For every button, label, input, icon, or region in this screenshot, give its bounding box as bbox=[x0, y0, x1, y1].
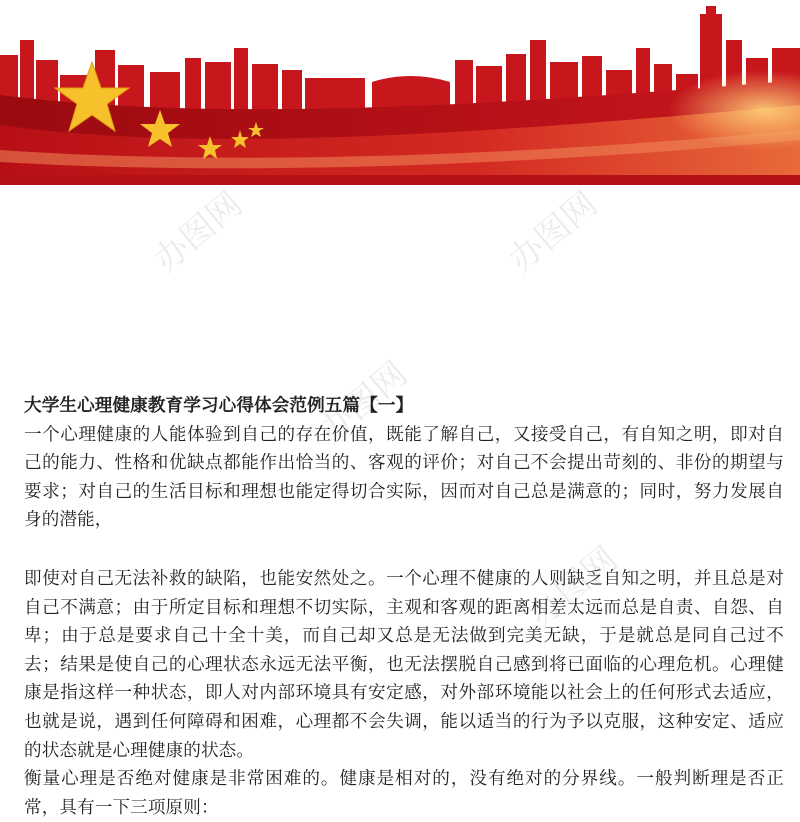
paragraph-3: 衡量心理是否绝对健康是非常困难的。健康是相对的，没有绝对的分界线。一般判断理是否正常，具有一下三项原则： bbox=[24, 769, 784, 818]
article bbox=[24, 392, 784, 822]
paragraph-2: 即使对自己无法补救的缺陷，也能安然处之。一个心理不健康的人则缺乏自知之明，并且总是对自己不满意；由于所定目标和理想不切实际，主观和客观的距离相差太远而总是自责、自怨、自卑；由于总是要求自己十全十美，而自己却又总是无法做到完美无缺，于是就总是同自己过不去；结果是使自己的心理状态永远无法平衡，也无法摆脱自己感到将已面临的心理危机。心理健康是指这样一种状态，即人对内部环境具有安定感，对外部环境能以社会上的任何形式去适应，也就是说，遇到任何障碍和困难，心理都不会失调，能以适当的行为予以克服，这种安定、适应的状态就是心理健康的状态。 bbox=[24, 568, 784, 761]
watermark: 办图网 bbox=[521, 539, 626, 636]
article-title: 大学生心理健康教育学习心得体会范例五篇【一】 bbox=[24, 396, 414, 416]
watermark: 办图网 bbox=[501, 184, 606, 281]
banner-illustration bbox=[0, 0, 800, 185]
paragraph-1: 一个心理健康的人能体验到自己的存在价值，既能了解自己，又接受自己，有自知之明，即对自己的能力、性格和优缺点都能作出恰当的、客观的评价；对自己不会提出苛刻的、非份的期望与要求；对自己的生活目标和理想也能定得切合实际，因而对自己总是满意的；同时，努力发展自身的潜能， bbox=[24, 424, 784, 531]
watermark: 办图网 bbox=[311, 354, 416, 451]
header-banner bbox=[0, 0, 800, 185]
watermark: 办图网 bbox=[146, 184, 251, 281]
